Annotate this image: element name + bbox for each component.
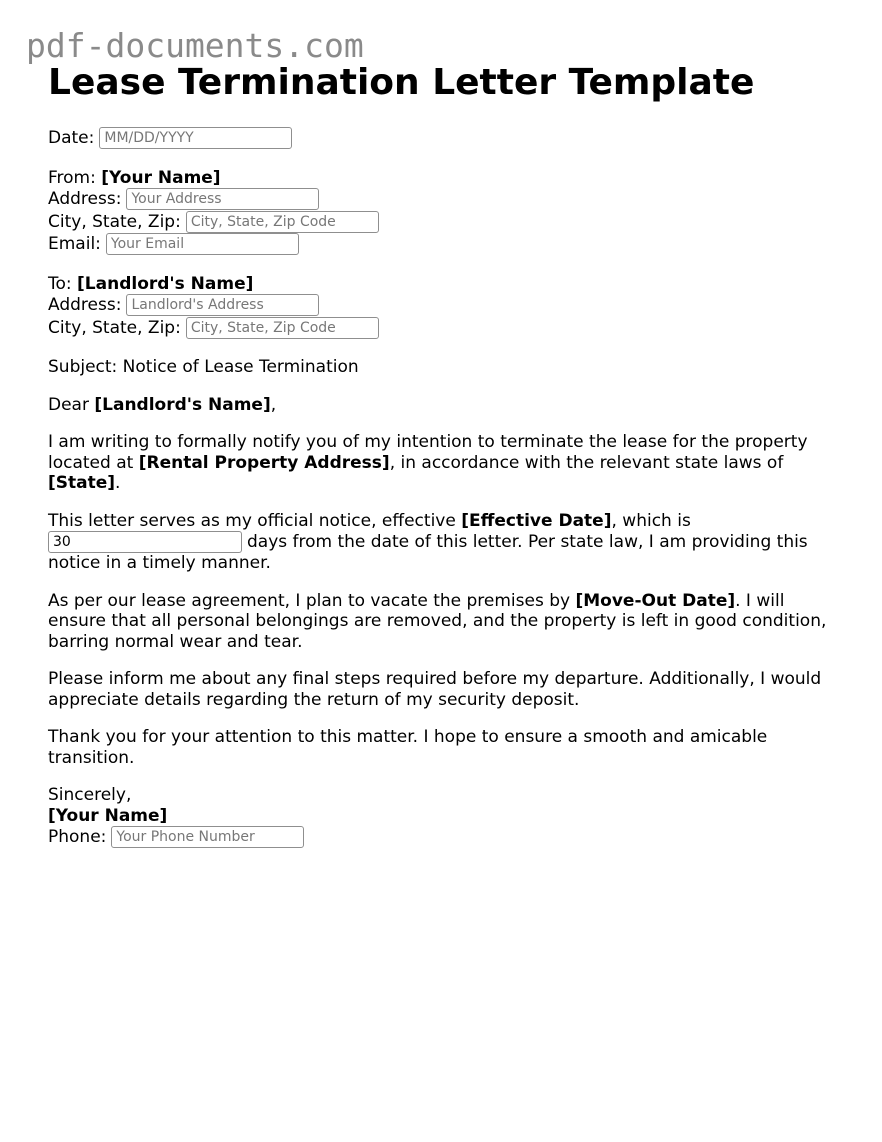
sender-address-input[interactable] <box>126 188 319 210</box>
from-address-row <box>48 188 838 211</box>
to-address-row <box>48 294 838 317</box>
from-label: From: <box>48 167 96 188</box>
sender-city-input[interactable] <box>186 211 379 233</box>
sign-off: Sincerely, <box>48 785 132 805</box>
from-row <box>48 168 838 189</box>
phone-label: Phone: <box>48 827 107 847</box>
from-email-label: Email: <box>48 234 101 254</box>
paragraph-final-steps: Please inform me about any final steps required before my departure. Additionally, I would appreciate details regarding the return of my security deposit. <box>48 669 822 710</box>
effective-date: [Effective Date] <box>461 510 612 531</box>
paragraph-notice <box>48 511 838 574</box>
subject-line: Subject: Notice of Lease Termination <box>48 357 359 377</box>
date-input[interactable] <box>99 127 292 149</box>
para2-text-a: This letter serves as my official notice, effective <box>48 510 456 531</box>
para2-text-b: , which is <box>611 510 691 531</box>
watermark: pdf-documents.com <box>26 26 364 65</box>
phone-input[interactable] <box>111 826 304 848</box>
landlord-name: [Landlord's Name] <box>77 273 254 294</box>
to-address-label: Address: <box>48 295 122 315</box>
salutation <box>48 395 838 416</box>
para1-text-a: I am writing to formally notify you of my intention to terminate the lease for the property located at <box>48 432 808 473</box>
date-row <box>48 127 838 150</box>
to-city-row <box>48 317 838 340</box>
sender-name: [Your Name] <box>101 167 221 188</box>
sender-email-input[interactable] <box>106 233 299 255</box>
para3-text-a: As per our lease agreement, I plan to vacate the premises by <box>48 590 571 611</box>
para1-text-c: . <box>115 473 121 493</box>
para3-text-b: . I will ensure that all personal belongings are removed, and the property is left in good condition, barring normal wear and tear. <box>48 590 827 652</box>
landlord-city-input[interactable] <box>186 317 379 339</box>
letter-body <box>48 127 838 849</box>
notice-days-input[interactable] <box>48 531 242 553</box>
date-label: Date: <box>48 128 95 148</box>
salutation-prefix: Dear <box>48 394 89 415</box>
paragraph-intent <box>48 432 838 494</box>
salutation-name: [Landlord's Name] <box>94 394 271 415</box>
state-placeholder: [State] <box>48 473 116 493</box>
signature-name <box>48 806 838 827</box>
para1-text-b: , in accordance with the relevant state laws of <box>389 452 784 473</box>
salutation-suffix: , <box>270 394 277 415</box>
para2-text-c: days from the date of this letter. Per state law, I am providing this notice in a timely manner. <box>48 532 808 573</box>
page-title: Lease Termination Letter Template <box>48 62 755 103</box>
signature-name-text: [Your Name] <box>48 805 168 826</box>
to-row <box>48 274 838 295</box>
rental-property-address: [Rental Property Address] <box>138 452 390 473</box>
to-city-label: City, State, Zip: <box>48 317 181 338</box>
from-email-row <box>48 233 838 256</box>
from-address-label: Address: <box>48 189 122 209</box>
from-city-label: City, State, Zip: <box>48 211 181 232</box>
phone-row <box>48 826 838 849</box>
to-label: To: <box>48 273 72 294</box>
landlord-address-input[interactable] <box>126 294 319 316</box>
paragraph-move-out <box>48 591 838 653</box>
paragraph-thanks: Thank you for your attention to this matter. I hope to ensure a smooth and amicable transition. <box>48 727 768 768</box>
from-city-row <box>48 211 838 234</box>
move-out-date: [Move-Out Date] <box>575 590 736 611</box>
